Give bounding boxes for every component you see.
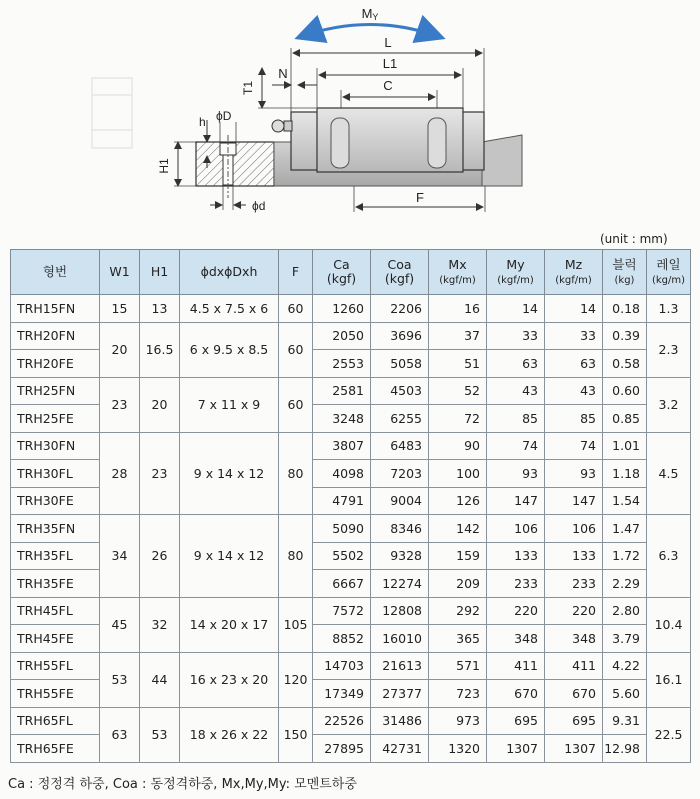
cell-f: 60 (279, 377, 313, 432)
cell-model: TRH35FL (11, 542, 100, 570)
cell-ca: 5502 (313, 542, 371, 570)
cell-w1: 20 (100, 322, 140, 377)
cell-my: 106 (487, 515, 545, 543)
cell-rail: 6.3 (647, 515, 691, 598)
cell-my: 233 (487, 570, 545, 598)
cell-block: 12.98 (603, 735, 647, 763)
cell-block: 0.58 (603, 350, 647, 378)
svg-text:MY: MY (361, 6, 379, 22)
cell-rail: 1.3 (647, 295, 691, 323)
cell-ca: 2581 (313, 377, 371, 405)
cell-block: 1.18 (603, 460, 647, 488)
cell-my: 33 (487, 322, 545, 350)
cell-mx: 100 (429, 460, 487, 488)
cell-mz: 348 (545, 625, 603, 653)
cell-block: 5.60 (603, 680, 647, 708)
cell-rail: 16.1 (647, 652, 691, 707)
header-h1: H1 (140, 250, 180, 295)
cell-my: 147 (487, 487, 545, 515)
cell-ca: 3248 (313, 405, 371, 433)
cell-my: 14 (487, 295, 545, 323)
phi-d-large-label: ϕD (216, 109, 232, 123)
cell-block: 0.85 (603, 405, 647, 433)
h1-label: H1 (157, 158, 171, 174)
cell-my: 1307 (487, 735, 545, 763)
cell-ca: 2050 (313, 322, 371, 350)
table-row (11, 295, 691, 323)
cell-w1: 28 (100, 432, 140, 515)
cell-coa: 9328 (371, 542, 429, 570)
cell-my: 411 (487, 652, 545, 680)
phi-d-small-label: ϕd (252, 199, 266, 213)
cell-block: 0.60 (603, 377, 647, 405)
cell-dims: 18 x 26 x 22 (180, 707, 279, 762)
cell-block: 1.72 (603, 542, 647, 570)
cell-f: 120 (279, 652, 313, 707)
cell-block: 2.29 (603, 570, 647, 598)
cell-block: 4.22 (603, 652, 647, 680)
n-label: N (278, 66, 288, 81)
cell-mx: 1320 (429, 735, 487, 763)
l1-label: L1 (382, 56, 398, 71)
cell-coa: 9004 (371, 487, 429, 515)
table-row (11, 377, 691, 405)
cell-model: TRH25FN (11, 377, 100, 405)
cell-block: 9.31 (603, 707, 647, 735)
cell-my: 85 (487, 405, 545, 433)
cell-w1: 15 (100, 295, 140, 323)
cell-model: TRH45FE (11, 625, 100, 653)
cell-mx: 37 (429, 322, 487, 350)
cell-mx: 159 (429, 542, 487, 570)
t1-label: T1 (241, 80, 255, 96)
cell-coa: 6483 (371, 432, 429, 460)
cell-mz: 85 (545, 405, 603, 433)
cell-model: TRH55FE (11, 680, 100, 708)
cell-block: 3.79 (603, 625, 647, 653)
header-dims: ϕdxϕDxh (180, 250, 279, 295)
cell-block: 1.54 (603, 487, 647, 515)
cell-mz: 670 (545, 680, 603, 708)
cell-ca: 7572 (313, 597, 371, 625)
cell-mz: 74 (545, 432, 603, 460)
cell-ca: 17349 (313, 680, 371, 708)
cell-w1: 53 (100, 652, 140, 707)
cell-mx: 973 (429, 707, 487, 735)
cell-rail: 3.2 (647, 377, 691, 432)
cell-f: 150 (279, 707, 313, 762)
cell-mx: 16 (429, 295, 487, 323)
cell-ca: 2553 (313, 350, 371, 378)
linear-guide-diagram (0, 0, 700, 228)
cell-block: 0.39 (603, 322, 647, 350)
header-model: 형번 (11, 250, 100, 295)
cell-mx: 365 (429, 625, 487, 653)
cell-ca: 8852 (313, 625, 371, 653)
cell-coa: 42731 (371, 735, 429, 763)
f-label: F (416, 190, 424, 205)
table-row (11, 432, 691, 460)
cell-w1: 63 (100, 707, 140, 762)
cell-model: TRH30FL (11, 460, 100, 488)
cell-f: 105 (279, 597, 313, 652)
cell-coa: 4503 (371, 377, 429, 405)
header-rail: 레일 (kg/m) (647, 250, 691, 295)
cell-mz: 147 (545, 487, 603, 515)
cell-mz: 220 (545, 597, 603, 625)
footnote: Ca : 정정격 하중, Coa : 동정격하중, Mx,My,My: 모멘트하중 (8, 777, 357, 792)
header-mz: Mz (kgf/m) (545, 250, 603, 295)
cell-block: 0.18 (603, 295, 647, 323)
cell-dims: 4.5 x 7.5 x 6 (180, 295, 279, 323)
cell-block: 2.80 (603, 597, 647, 625)
cell-mz: 14 (545, 295, 603, 323)
cell-my: 133 (487, 542, 545, 570)
table-row (11, 707, 691, 735)
cell-h1: 16.5 (140, 322, 180, 377)
header-ca: Ca (kgf) (313, 250, 371, 295)
cell-mx: 723 (429, 680, 487, 708)
header-mx: Mx (kgf/m) (429, 250, 487, 295)
cell-f: 80 (279, 432, 313, 515)
cell-model: TRH55FL (11, 652, 100, 680)
table-header-row (11, 250, 691, 295)
cell-dims: 16 x 23 x 20 (180, 652, 279, 707)
table-row (11, 652, 691, 680)
cell-ca: 27895 (313, 735, 371, 763)
cell-dims: 9 x 14 x 12 (180, 515, 279, 598)
cell-coa: 8346 (371, 515, 429, 543)
cell-h1: 32 (140, 597, 180, 652)
cell-h1: 13 (140, 295, 180, 323)
cell-dims: 9 x 14 x 12 (180, 432, 279, 515)
cell-ca: 22526 (313, 707, 371, 735)
spec-table (10, 249, 691, 763)
cell-coa: 27377 (371, 680, 429, 708)
cell-coa: 2206 (371, 295, 429, 323)
cell-mz: 1307 (545, 735, 603, 763)
c-label: C (383, 78, 393, 93)
cell-w1: 45 (100, 597, 140, 652)
cell-my: 93 (487, 460, 545, 488)
cell-mx: 142 (429, 515, 487, 543)
cell-mz: 695 (545, 707, 603, 735)
cell-coa: 3696 (371, 322, 429, 350)
cell-mx: 209 (429, 570, 487, 598)
cell-coa: 12808 (371, 597, 429, 625)
cell-model: TRH65FE (11, 735, 100, 763)
cell-mz: 106 (545, 515, 603, 543)
cell-model: TRH25FE (11, 405, 100, 433)
header-my: My (kgf/m) (487, 250, 545, 295)
cell-ca: 5090 (313, 515, 371, 543)
cell-my: 348 (487, 625, 545, 653)
cell-coa: 6255 (371, 405, 429, 433)
cell-f: 60 (279, 295, 313, 323)
cell-block: 1.01 (603, 432, 647, 460)
cell-coa: 12274 (371, 570, 429, 598)
cell-mz: 233 (545, 570, 603, 598)
cell-mx: 126 (429, 487, 487, 515)
spec-table-body (11, 295, 691, 763)
cell-mx: 90 (429, 432, 487, 460)
cell-ca: 14703 (313, 652, 371, 680)
cell-model: TRH45FL (11, 597, 100, 625)
cell-f: 60 (279, 322, 313, 377)
cell-h1: 26 (140, 515, 180, 598)
cell-mz: 133 (545, 542, 603, 570)
cell-my: 695 (487, 707, 545, 735)
cell-rail: 22.5 (647, 707, 691, 762)
cell-f: 80 (279, 515, 313, 598)
cell-model: TRH20FN (11, 322, 100, 350)
l-label: L (384, 35, 392, 50)
cell-mx: 72 (429, 405, 487, 433)
cell-mx: 292 (429, 597, 487, 625)
cell-mz: 33 (545, 322, 603, 350)
cell-h1: 44 (140, 652, 180, 707)
cell-model: TRH30FN (11, 432, 100, 460)
cell-mz: 93 (545, 460, 603, 488)
my-moment-arrow (300, 25, 440, 38)
cell-ca: 3807 (313, 432, 371, 460)
cell-dims: 14 x 20 x 17 (180, 597, 279, 652)
cell-ca: 6667 (313, 570, 371, 598)
cell-model: TRH20FE (11, 350, 100, 378)
cell-my: 63 (487, 350, 545, 378)
cell-coa: 7203 (371, 460, 429, 488)
cell-ca: 4098 (313, 460, 371, 488)
cell-my: 220 (487, 597, 545, 625)
cell-dims: 6 x 9.5 x 8.5 (180, 322, 279, 377)
cell-mz: 411 (545, 652, 603, 680)
cell-rail: 4.5 (647, 432, 691, 515)
cell-my: 670 (487, 680, 545, 708)
header-block: 블럭 (kg) (603, 250, 647, 295)
cell-mz: 63 (545, 350, 603, 378)
cell-my: 43 (487, 377, 545, 405)
cell-coa: 5058 (371, 350, 429, 378)
cell-my: 74 (487, 432, 545, 460)
cell-rail: 10.4 (647, 597, 691, 652)
cell-model: TRH65FL (11, 707, 100, 735)
cell-mz: 43 (545, 377, 603, 405)
table-row (11, 515, 691, 543)
header-w1: W1 (100, 250, 140, 295)
cell-rail: 2.3 (647, 322, 691, 377)
cell-dims: 7 x 11 x 9 (180, 377, 279, 432)
cell-mx: 571 (429, 652, 487, 680)
table-row (11, 322, 691, 350)
cell-h1: 23 (140, 432, 180, 515)
cell-coa: 21613 (371, 652, 429, 680)
h-label: h (199, 115, 206, 129)
table-row (11, 597, 691, 625)
cell-block: 1.47 (603, 515, 647, 543)
unit-note: (unit : mm) (600, 232, 668, 246)
header-coa: Coa (kgf) (371, 250, 429, 295)
cell-coa: 31486 (371, 707, 429, 735)
cell-h1: 53 (140, 707, 180, 762)
cell-model: TRH15FN (11, 295, 100, 323)
cell-model: TRH35FE (11, 570, 100, 598)
cell-w1: 34 (100, 515, 140, 598)
cell-mx: 52 (429, 377, 487, 405)
cell-ca: 1260 (313, 295, 371, 323)
background-sketch (92, 78, 132, 148)
header-f: F (279, 250, 313, 295)
cell-model: TRH30FE (11, 487, 100, 515)
cell-coa: 16010 (371, 625, 429, 653)
cell-h1: 20 (140, 377, 180, 432)
cell-w1: 23 (100, 377, 140, 432)
grease-nipple-icon (272, 120, 284, 132)
cell-ca: 4791 (313, 487, 371, 515)
cell-mx: 51 (429, 350, 487, 378)
cell-model: TRH35FN (11, 515, 100, 543)
